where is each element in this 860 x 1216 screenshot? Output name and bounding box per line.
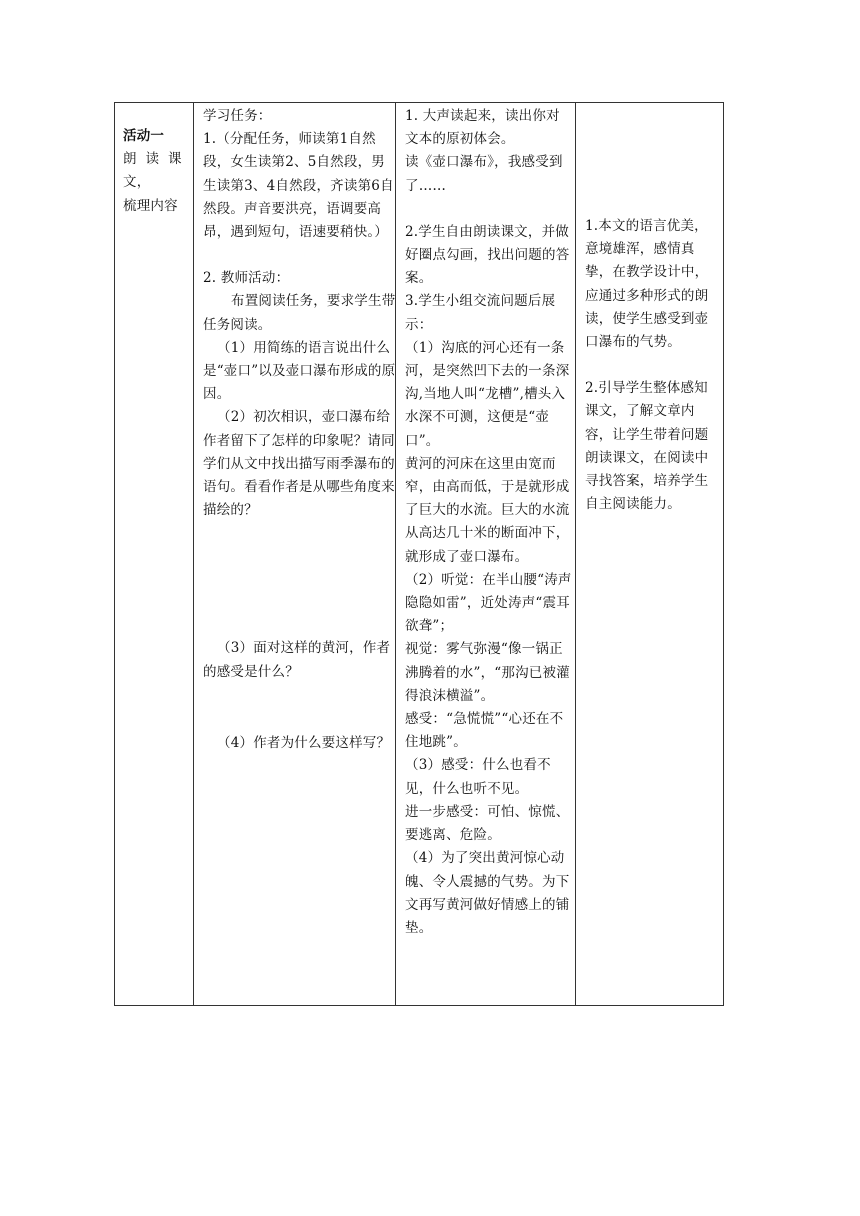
question-3: （3）面对这样的黄河，作者的感受是什么？ [203,640,391,680]
student-step-1: 1. 大声读起来，读出你对文本的原初体会。 [405,108,560,148]
answer-2c: 感受：“急慌慌”“心还在不住地跳”。 [405,711,564,751]
answer-3b: 进一步感受：可怕、惊慌、要逃离、危险。 [405,803,570,844]
student-step-2: 2.学生自由朗读课文，并做好圈点勾画，找出问题的答案。 [405,223,570,287]
design-intent-cell [585,215,719,516]
activity-cell [123,125,193,218]
design-note-1: 1.本文的语言优美，意境雄浑，感情真挚，在教学设计中，应通过多种形式的朗读，使学生感受到壶口瀑布的气势。 [585,218,709,351]
activity-line: 梳理内容 [123,197,178,214]
column-divider [193,103,194,1005]
question-1: （1）用简练的语言说出什么是“壶口”以及壶口瀑布形成的原因。 [203,339,396,403]
student-step-3: 3.学生小组交流问题后展示： [405,293,556,333]
lesson-table [114,102,724,1006]
answer-2: （2）听觉：在半山腰“涛声隐隐如雷”，近处涛声“震耳欲聋”； [405,571,572,635]
task-1: 1.（分配任务，师读第1自然段，女生读第2、5自然段，男生读第3、4自然段，齐读第6自然段。声音要洪亮，语调要高昂，遇到短句，语速要稍快。） [203,131,394,241]
answer-4: （4）为了突出黄河惊心动魄、令人震撼的气势。为下文再写黄河做好情感上的铺垫。 [405,850,570,936]
answer-3: （3）感受：什么也看不见，什么也听不见。 [405,757,551,797]
task-2-intro: 布置阅读任务，要求学生带任务阅读。 [203,293,396,333]
design-note-2: 2.引导学生整体感知课文，了解文章内容，让学生带着问题朗读课文，在阅读中寻找答案，培养学生自主阅读能力。 [585,380,709,513]
teacher-activity-cell [203,105,397,755]
student-step-1b: 读《壶口瀑布》，我感受到了…… [405,154,563,194]
answer-2b: 视觉：雾气弥漫“像一锅正沸腾着的水”，“那沟已被灌得浪沫横溢”。 [405,641,570,704]
task-heading: 学习任务： [203,108,272,124]
answer-1: （1）沟底的河心还有一条河，是突然凹下去的一条深沟,当地人叫“龙槽”,槽头入水深不可测，这便是“壶口”。 [405,339,570,449]
student-activity-cell [405,105,573,940]
answer-1b: 黄河的河床在这里由宽而窄，由高而低，于是就形成了巨大的水流。巨大的水流从高达几十米的断面冲下，就形成了壶口瀑布。 [405,455,570,565]
question-2: （2）初次相识，壶口瀑布给作者留下了怎样的印象呢？请同学们从文中找出描写雨季瀑布的语句。看看作者是从哪些角度来描绘的？ [203,409,395,519]
activity-line: 文， [123,174,151,191]
task-2-heading: 2. 教师活动： [203,270,290,287]
question-4: （4）作者为什么要这样写？ [217,734,391,751]
activity-title: 活动一 [123,128,165,144]
activity-line: 朗读课 [123,151,191,168]
column-divider [575,103,576,1005]
